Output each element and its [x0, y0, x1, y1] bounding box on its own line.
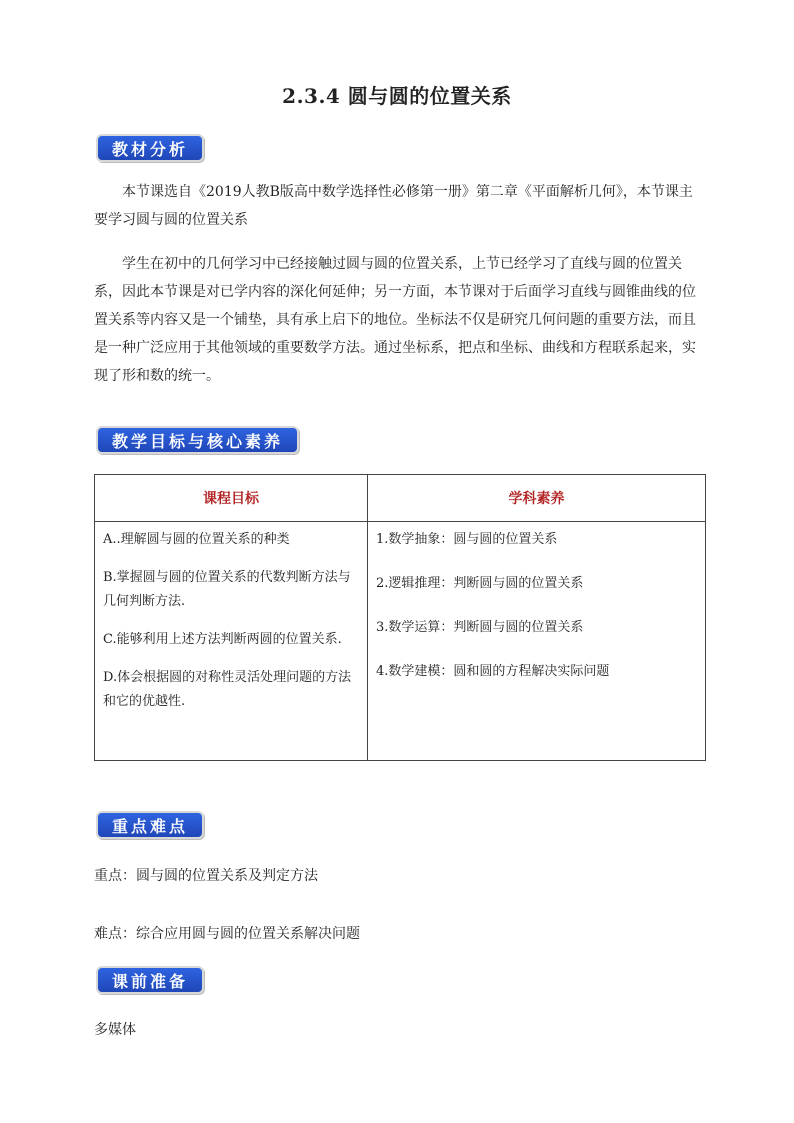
header-subject-literacy: 学科素养: [368, 475, 706, 522]
course-goal-d: D.体会根据圆的对称性灵活处理问题的方法和它的优越性.: [103, 670, 352, 709]
key-point-text: 重点：圆与圆的位置关系及判定方法: [94, 868, 318, 884]
literacy-item-4: 4.数学建模：圆和圆的方程解决实际问题: [376, 664, 610, 679]
section-heading-goals: 教学目标与核心素养: [96, 426, 299, 454]
literacy-item-3: 3.数学运算：判断圆与圆的位置关系: [376, 620, 584, 635]
goals-table-body-row: [95, 522, 706, 761]
analysis-paragraph-2: 学生在初中的几何学习中已经接触过圆与圆的位置关系，上节已经学习了直线与圆的位置关系，因此本节课是对已学内容的深化何延伸；另一方面，本节课对于后面学习直线与圆锥曲线的位置关系等内容又是一个铺垫，具有承上启下的地位。坐标法不仅是研究几何问题的重要方法，而且是一种广泛应用于其他领域的重要数学方法。通过坐标系，把点和坐标、曲线和方程联系起来，实现了形和数的统一。: [94, 256, 696, 384]
header-course-goals: 课程目标: [95, 475, 368, 522]
course-goal-c: C.能够利用上述方法判断两圆的位置关系.: [103, 632, 342, 647]
course-goal-b: B.掌握圆与圆的位置关系的代数判断方法与几何判断方法.: [103, 570, 351, 609]
literacy-item-1: 1.数学抽象：圆与圆的位置关系: [376, 532, 558, 547]
course-goal-a: A..理解圆与圆的位置关系的种类: [103, 532, 290, 547]
difficult-point-text: 难点：综合应用圆与圆的位置关系解决问题: [94, 926, 360, 942]
prep-content: 多媒体: [94, 1022, 136, 1038]
section-heading-analysis: 教材分析: [96, 134, 204, 162]
section-heading-prep: 课前准备: [96, 966, 204, 994]
analysis-paragraph-1: 本节课选自《2019人教B版高中数学选择性必修第一册》第二章《平面解析几何》，本节课主要学习圆与圆的位置关系: [94, 184, 693, 228]
section-heading-keypoints: 重点难点: [96, 811, 204, 839]
subject-literacy-cell: [368, 522, 706, 761]
page-title: 2.3.4 圆与圆的位置关系: [282, 84, 512, 108]
literacy-item-2: 2.逻辑推理：判断圆与圆的位置关系: [376, 576, 584, 591]
goals-table: [94, 474, 706, 761]
course-goals-cell: [95, 522, 368, 761]
goals-table-header-row: [95, 475, 706, 522]
